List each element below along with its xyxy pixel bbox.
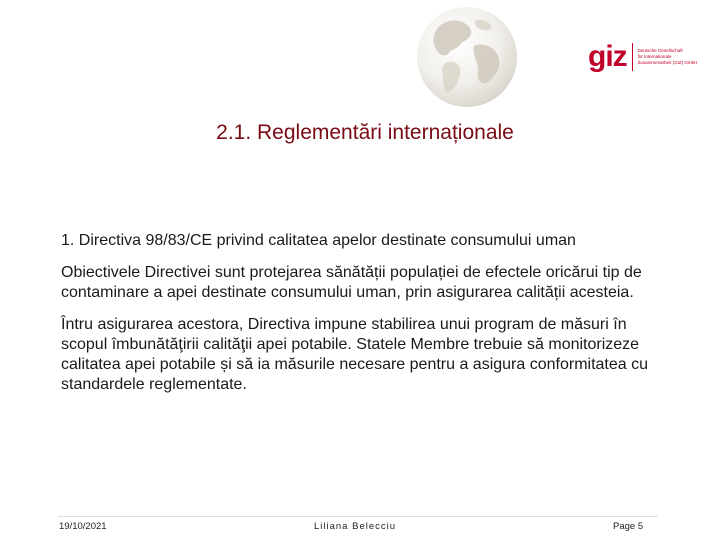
logo-line: für Internationale xyxy=(637,54,672,59)
giz-logo-text xyxy=(638,48,698,66)
footer-date: 19/10/2021 xyxy=(59,521,107,532)
footer-page-number: Page 5 xyxy=(613,521,644,532)
measures-paragraph: Întru asigurarea acestora, Directiva impune stabilirea unui program de măsuri în scopul îmbunătăţirii calităţii apei potabile. Statele Membre trebuie să monitorizeze calitatea apei potabile și să ia măsurile necesare pentru a asigura conformitatea cu standardele reglementate. xyxy=(61,316,648,393)
giz-logo xyxy=(588,42,697,72)
logo-divider xyxy=(632,43,633,71)
objectives-paragraph: Obiectivele Directivei sunt protejarea sănătății populației de efectele oricărui tip de contaminare a apei destinate consumului uman, prin asigurarea calității acesteia. xyxy=(61,264,642,301)
footer-divider xyxy=(58,516,658,517)
logo-line: Zusammenarbeit (GIZ) GmbH xyxy=(637,60,698,65)
globe-icon xyxy=(412,2,522,112)
logo-line: Deutsche Gesellschaft xyxy=(637,48,683,53)
giz-logo-mark: giz xyxy=(588,40,627,73)
footer-author: Liliana Belecciu xyxy=(314,521,397,532)
slide-content xyxy=(61,231,671,407)
slide-title: 2.1. Reglementări internaționale xyxy=(216,121,514,144)
directive-heading: 1. Directiva 98/83/CE privind calitatea apelor destinate consumului uman xyxy=(61,232,576,249)
